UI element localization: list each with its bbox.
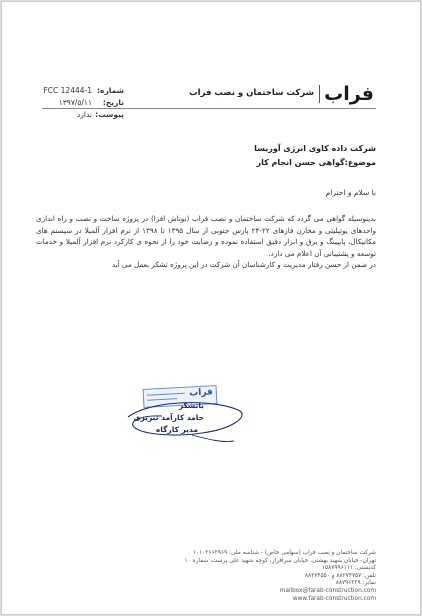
footer-address: تهران- خیابان شهید بهشتی، خیابان سرافراز، کوچه شهید علی پرست، شماره ۱۰	[184, 557, 376, 564]
signatory-title: مدیر کارگاه	[155, 425, 198, 434]
date-label: تاریخ:	[102, 98, 124, 107]
letter-page	[2, 2, 420, 614]
footer-postal: کدپستی: ۱۵۸۷۹۹۶۱۱۱	[321, 565, 376, 572]
footer-website: www.farab-construction.com	[292, 595, 376, 602]
stamp-text-line	[147, 393, 185, 396]
number-label: شماره:	[97, 86, 124, 95]
signature-thanks: باتشکر	[178, 401, 204, 410]
meta-attachment-row	[14, 109, 124, 121]
footer-fax: نمابر: ۸۸۷۹۶۲۲۹	[335, 580, 376, 587]
footer-email: mailbox@farab-construction.com	[279, 587, 376, 594]
letterhead-logo	[189, 83, 374, 107]
subject-line: موضوع:گواهی حسن انجام کار	[256, 158, 376, 167]
footer-company: شرکت ساختمان و نصب فراب (سهامی خاص) - شناسه ملی: ۱۰۱۰۲۶۶۲۹۶۹	[192, 550, 376, 556]
letter-footer	[116, 550, 376, 603]
meta-number-row	[14, 85, 124, 97]
footer-phone: تلفن: ۸۸۲۷۴۷۵۷ و ۸۸۲۷۴۵۵۰	[304, 572, 376, 579]
greeting: با سلام و احترام	[325, 188, 376, 197]
signatory-name: حامد کارآمد تبریزی	[133, 413, 204, 422]
attachment-label: پیوست:	[95, 110, 124, 119]
recipient: شرکت داده کاوی انرژی آوریسا	[254, 144, 376, 153]
number-value: FCC 12444-1	[43, 86, 92, 95]
date-value: ۱۳۹۷/۵/۱۱	[58, 98, 92, 107]
logo-divider	[319, 85, 320, 103]
letter-body	[36, 213, 376, 271]
header-divider	[42, 108, 376, 109]
body-paragraph: در ضمن از حسن رفتار مدیریت و کارشناسان آن شرکت در این پروژه تشکر بعمل می آید	[111, 260, 376, 269]
letter-meta	[14, 85, 124, 121]
attachment-value: ندارد	[76, 110, 92, 119]
stamp-logo: فراب	[188, 387, 214, 399]
farab-logo-mark: فراب	[324, 83, 374, 105]
company-name: شرکت ساختمان و نصب فراب	[189, 88, 314, 98]
body-paragraph: بدینوسیله گواهی می گردد که شرکت ساختمان و نصب فراب (نوتاش افزا) در پروژه ساخت و نصب و راه اندازی واحدهای یوتیلیتی و مخازن فازهای ۲۲-۲۴ پارس جنوبی از سال ۱۳۹۵ تا ۱۳۹۸ از نرم افزار آلمیلا در سیستم های مکانیکال، پایپینگ و برق و ابزار دقیق استفاده نموده و رضایت خود را از نحوه ی کارکرد نرم افزار آلمیلا و خدمات توسعه و پشتیبانی آن اعلام می دارد.	[36, 214, 377, 258]
